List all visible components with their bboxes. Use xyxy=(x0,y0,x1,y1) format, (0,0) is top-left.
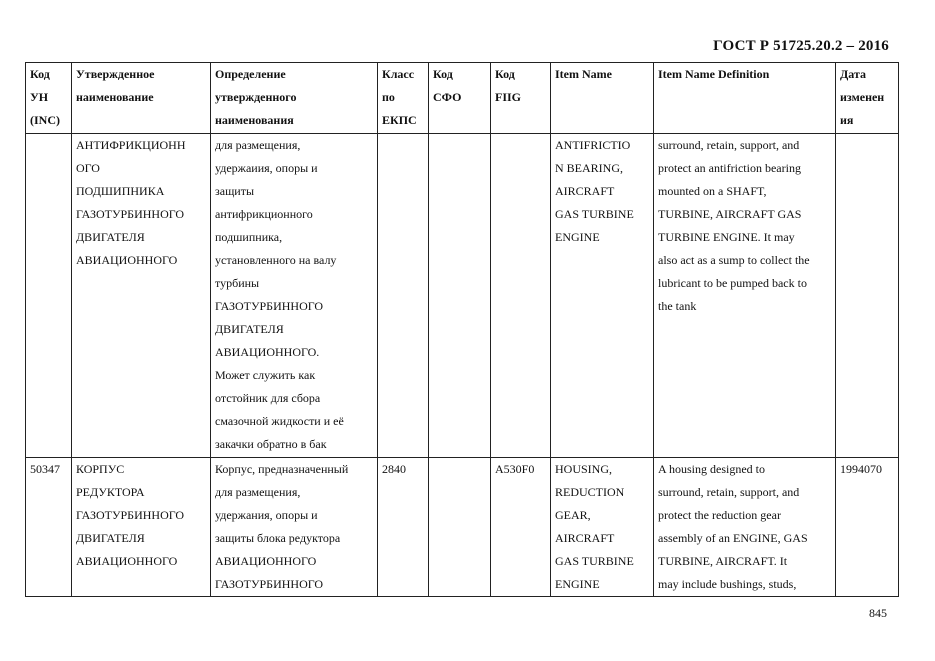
text-line: TURBINE, AIRCRAFT. It xyxy=(658,554,788,568)
header-name-ru xyxy=(72,63,211,134)
cell-inc xyxy=(26,134,72,458)
header-inc xyxy=(26,63,72,134)
cell-fiig xyxy=(491,458,551,597)
text-line: по xyxy=(382,90,395,104)
cell-definition-ru xyxy=(211,458,378,597)
text-line: REDUCTION xyxy=(555,485,625,499)
text-line: ОГО xyxy=(76,161,100,175)
text-line: AIRCRAFT xyxy=(555,531,615,545)
text-line: Код xyxy=(30,67,50,81)
cell-sfo xyxy=(429,458,491,597)
text-line: Дата xyxy=(840,67,866,81)
text-line: ПОДШИПНИКА xyxy=(76,184,165,198)
cell-name-ru xyxy=(72,458,211,597)
text-line: ДВИГАТЕЛЯ xyxy=(76,230,145,244)
text-line: N BEARING, xyxy=(555,161,623,175)
text-line: АВИАЦИОННОГО xyxy=(76,253,178,267)
text-line: the tank xyxy=(658,299,697,313)
text-line: удержания, опоры и xyxy=(215,508,318,522)
cell-ekps xyxy=(378,134,429,458)
text-line: турбины xyxy=(215,276,260,290)
text-line: отстойник для сбора xyxy=(215,391,321,405)
cell-inc xyxy=(26,458,72,597)
text-line: 50347 xyxy=(30,462,60,476)
text-line: ия xyxy=(840,113,854,127)
text-line: Код xyxy=(495,67,515,81)
text-line: surround, retain, support, and xyxy=(658,138,800,152)
cell-date xyxy=(836,458,899,597)
text-line: protect the reduction gear xyxy=(658,508,781,522)
text-line: удержаиия, опоры и xyxy=(215,161,318,175)
header-definition-ru xyxy=(211,63,378,134)
text-line: защиты xyxy=(215,184,255,198)
text-line: ГАЗОТУРБИННОГО xyxy=(76,508,185,522)
text-line: surround, retain, support, and xyxy=(658,485,800,499)
table-row xyxy=(26,134,899,458)
text-line: Корпус, предназначенный xyxy=(215,462,349,476)
cell-definition-ru xyxy=(211,134,378,458)
cell-sfo xyxy=(429,134,491,458)
text-line: A530F0 xyxy=(495,462,535,476)
text-line: наименования xyxy=(215,113,294,127)
header-date xyxy=(836,63,899,134)
text-line: установленного на валу xyxy=(215,253,337,267)
header-fiig xyxy=(491,63,551,134)
text-line: РЕДУКТОРА xyxy=(76,485,145,499)
text-line: 2840 xyxy=(382,462,406,476)
table-header-row xyxy=(26,63,899,134)
text-line: ГАЗОТУРБИННОГО xyxy=(76,207,185,221)
cell-ekps xyxy=(378,458,429,597)
text-line: смазочной жидкости и её xyxy=(215,414,344,428)
text-line: наименование xyxy=(76,90,154,104)
text-line: для размещения, xyxy=(215,485,301,499)
text-line: Item Name xyxy=(555,67,612,81)
text-line: ДВИГАТЕЛЯ xyxy=(76,531,145,545)
text-line: Может служить как xyxy=(215,368,316,382)
table-row xyxy=(26,458,899,597)
text-line: lubricant to be pumped back to xyxy=(658,276,807,290)
text-line: ENGINE xyxy=(555,577,600,591)
header-ekps xyxy=(378,63,429,134)
text-line: АВИАЦИОННОГО xyxy=(76,554,178,568)
text-line: утвержденного xyxy=(215,90,297,104)
text-line: also act as a sump to collect the xyxy=(658,253,810,267)
text-line: АНТИФРИКЦИОНН xyxy=(76,138,186,152)
header-item-name xyxy=(551,63,654,134)
text-line: TURBINE ENGINE. It may xyxy=(658,230,795,244)
text-line: protect an antifriction bearing xyxy=(658,161,801,175)
text-line: АВИАЦИОННОГО xyxy=(215,554,317,568)
header-item-definition xyxy=(654,63,836,134)
header-sfo xyxy=(429,63,491,134)
text-line: (INC) xyxy=(30,113,60,127)
text-line: ENGINE xyxy=(555,230,600,244)
text-line: GAS TURBINE xyxy=(555,207,634,221)
cell-item-name xyxy=(551,134,654,458)
cell-date xyxy=(836,134,899,458)
text-line: изменен xyxy=(840,90,885,104)
text-line: ЕКПС xyxy=(382,113,417,127)
text-line: КОРПУС xyxy=(76,462,125,476)
text-line: Item Name Definition xyxy=(658,67,770,81)
cell-item-definition xyxy=(654,134,836,458)
text-line: АВИАЦИОННОГО. xyxy=(215,345,320,359)
text-line: assembly of an ENGINE, GAS xyxy=(658,531,808,545)
text-line: Класс xyxy=(382,67,415,81)
text-line: HOUSING, xyxy=(555,462,612,476)
text-line: TURBINE, AIRCRAFT GAS xyxy=(658,207,802,221)
text-line: ГАЗОТУРБИННОГО xyxy=(215,299,324,313)
text-line: антифрикционного xyxy=(215,207,313,221)
page-number: 845 xyxy=(869,606,887,620)
text-line: FIIG xyxy=(495,90,522,104)
text-line: Код xyxy=(433,67,453,81)
specification-table xyxy=(25,62,899,597)
cell-item-definition xyxy=(654,458,836,597)
document-standard-title: ГОСТ Р 51725.20.2 – 2016 xyxy=(713,38,889,54)
text-line: GEAR, xyxy=(555,508,591,522)
text-line: подшипника, xyxy=(215,230,283,244)
text-line: ДВИГАТЕЛЯ xyxy=(215,322,284,336)
text-line: для размещения, xyxy=(215,138,301,152)
text-line: Определение xyxy=(215,67,286,81)
text-line: A housing designed to xyxy=(658,462,765,476)
text-line: Утвержденное xyxy=(76,67,155,81)
text-line: ANTIFRICTIO xyxy=(555,138,631,152)
text-line: 1994070 xyxy=(840,462,882,476)
text-line: mounted on a SHAFT, xyxy=(658,184,767,198)
cell-name-ru xyxy=(72,134,211,458)
text-line: AIRCRAFT xyxy=(555,184,615,198)
cell-item-name xyxy=(551,458,654,597)
text-line: закачки обратно в бак xyxy=(215,437,327,451)
text-line: may include bushings, studs, xyxy=(658,577,797,591)
text-line: СФО xyxy=(433,90,462,104)
text-line: защиты блока редуктора xyxy=(215,531,341,545)
text-line: УН xyxy=(30,90,49,104)
text-line: GAS TURBINE xyxy=(555,554,634,568)
text-line: ГАЗОТУРБИННОГО xyxy=(215,577,324,591)
cell-fiig xyxy=(491,134,551,458)
